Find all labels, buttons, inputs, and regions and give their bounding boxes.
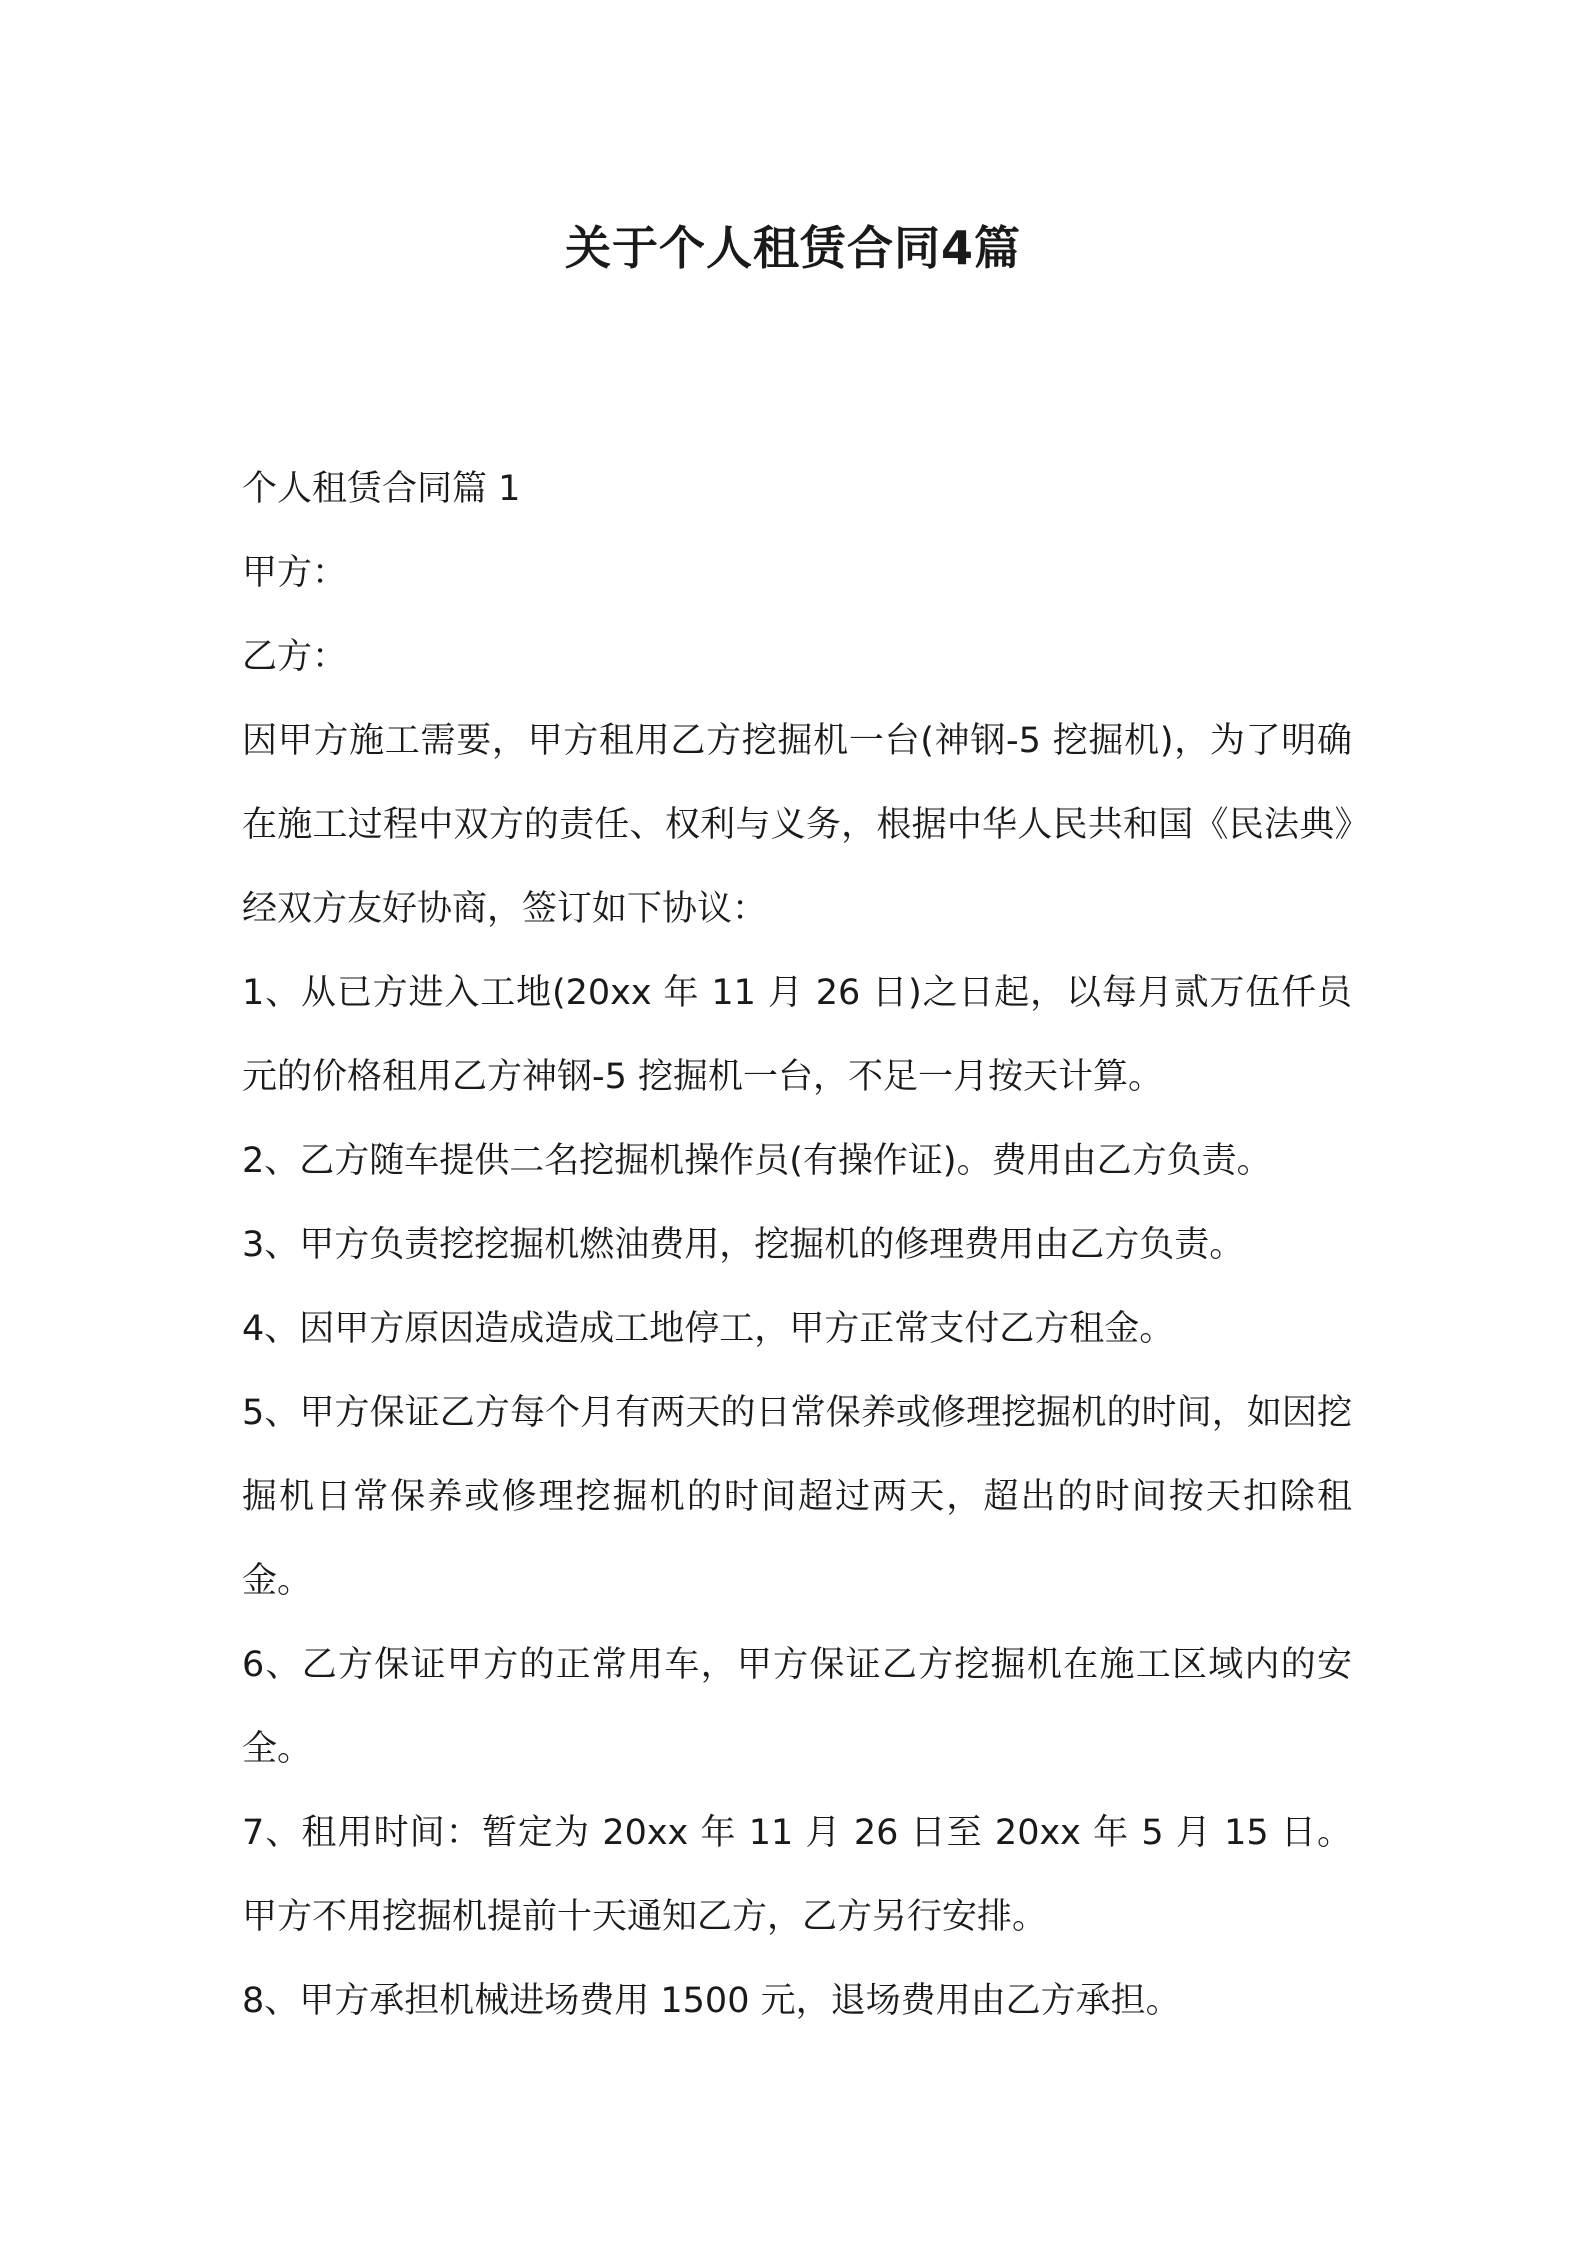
clause-8: 8、甲方承担机械进场费用 1500 元，退场费用由乙方承担。 (242, 1981, 1181, 2021)
party-a-line: 甲方： (242, 553, 348, 593)
clause-4: 4、因甲方原因造成造成工地停工，甲方正常支付乙方租金。 (242, 1309, 1175, 1349)
intro-paragraph: 因甲方施工需要，甲方租用乙方挖掘机一台(神钢-5 挖掘机)，为了明确在施工过程中双方的责任、权利与义务，根据中华人民共和国《民法典》经双方友好协商，签订如下协议： (242, 721, 1352, 929)
clause-2: 2、乙方随车提供二名挖掘机操作员(有操作证)。费用由乙方负责。 (242, 1141, 1272, 1181)
party-b-line: 乙方： (242, 637, 348, 677)
document-title: 关于个人租赁合同4篇 (564, 221, 1021, 275)
clause-5: 5、甲方保证乙方每个月有两天的日常保养或修理挖掘机的时间，如因挖掘机日常保养或修理挖掘机的时间超过两天，超出的时间按天扣除租金。 (242, 1393, 1352, 1601)
document-body (242, 447, 1352, 2043)
clause-1: 1、从已方进入工地(20xx 年 11 月 26 日)之日起，以每月贰万伍仟员元的价格租用乙方神钢-5 挖掘机一台，不足一月按天计算。 (242, 973, 1352, 1097)
clause-6: 6、乙方保证甲方的正常用车，甲方保证乙方挖掘机在施工区域内的安全。 (242, 1645, 1352, 1769)
clause-7: 7、租用时间：暂定为 20xx 年 11 月 26 日至 20xx 年 5 月 15 日。甲方不用挖掘机提前十天通知乙方，乙方另行安排。 (242, 1813, 1352, 1937)
clause-3: 3、甲方负责挖挖掘机燃油费用，挖掘机的修理费用由乙方负责。 (242, 1225, 1245, 1265)
section-heading: 个人租赁合同篇 1 (242, 469, 521, 509)
